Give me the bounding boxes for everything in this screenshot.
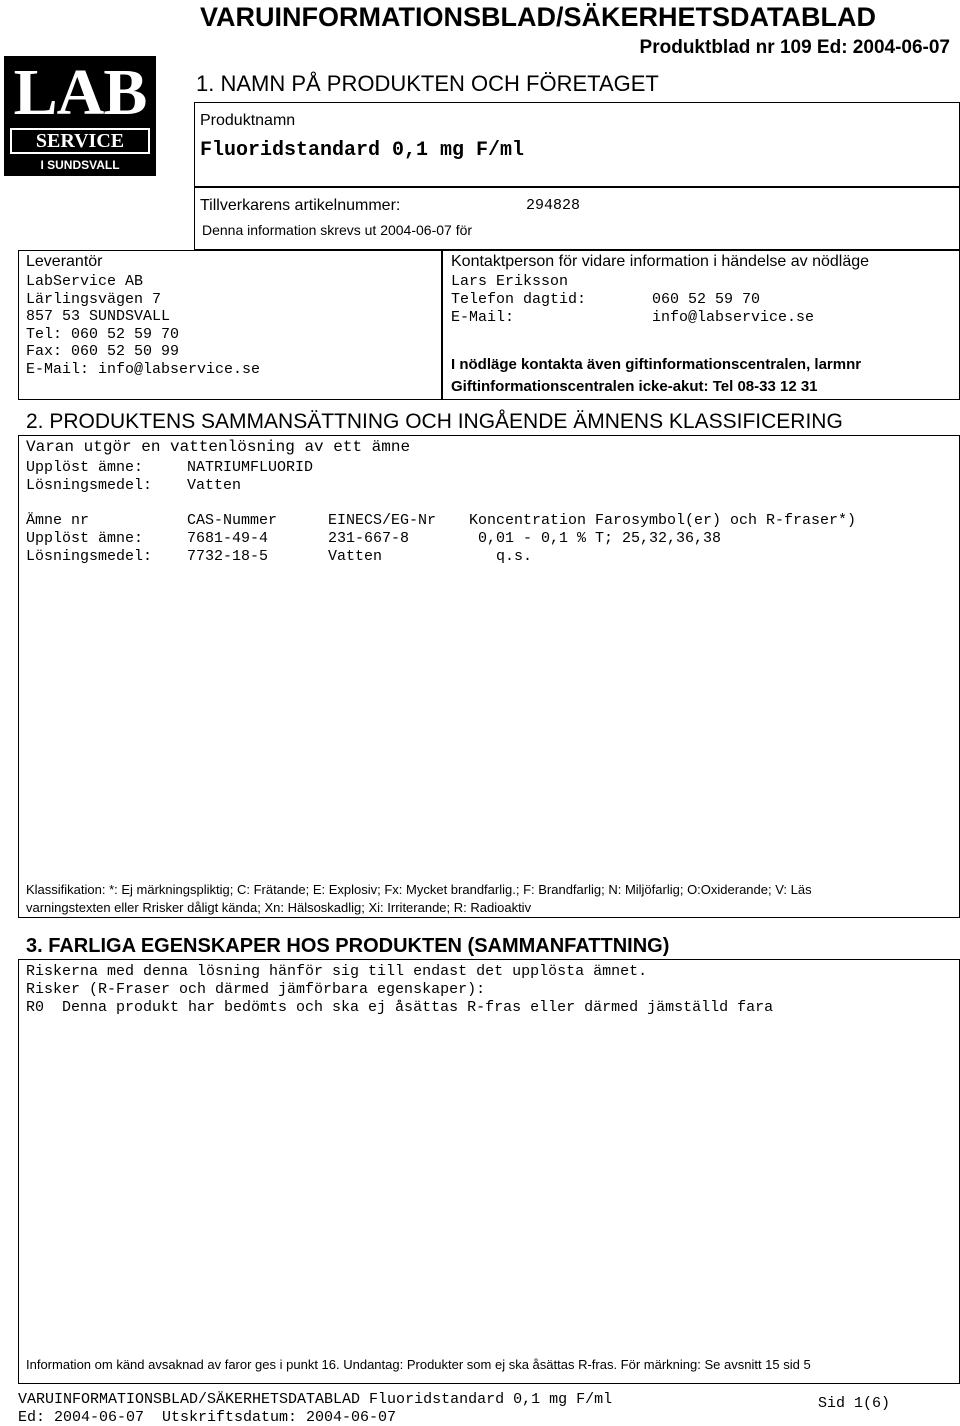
- table-cell: 7732-18-5: [187, 548, 269, 565]
- dissolved-substance-value: NATRIUMFLUORID: [187, 459, 314, 476]
- table-header-cell: EINECS/EG-Nr: [328, 512, 437, 529]
- classification-legend-line2: varningstexten eller Rrisker dåligt kända; Xn: Hälsoskadlig; Xi: Irriterande; R: Radioaktiv: [26, 900, 532, 915]
- footer-dates: Ed: 2004-06-07 Utskriftsdatum: 2004-06-07: [18, 1409, 397, 1426]
- hazards-line: Risker (R-Fraser och därmed jämförbara egenskaper):: [26, 981, 486, 998]
- table-cell: 0,01 - 0,1 % T; 25,32,36,38: [469, 530, 722, 547]
- hazards-line: R0 Denna produkt har bedömts och ska ej åsättas R-fras eller därmed jämställd fara: [26, 999, 774, 1016]
- composition-intro: Varan utgör en vattenlösning av ett ämne: [26, 438, 411, 456]
- product-name: Fluoridstandard 0,1 mg F/ml: [200, 139, 525, 162]
- solvent-label: Lösningsmedel:: [26, 477, 153, 494]
- supplier-line: LabService AB: [26, 273, 144, 290]
- contact-phone-value: 060 52 59 70: [652, 291, 761, 308]
- written-note: Denna information skrevs ut 2004-06-07 för: [202, 222, 473, 238]
- poison-center-line: Giftinformationscentralen icke-akut: Tel 08-33 12 31: [451, 378, 818, 395]
- section1-heading: 1. NAMN PÅ PRODUKTEN OCH FÖRETAGET: [196, 71, 659, 96]
- supplier-line: Tel: 060 52 59 70: [26, 325, 180, 343]
- logo-service-text: SERVICE: [10, 128, 150, 154]
- document-title: VARUINFORMATIONSBLAD/SÄKERHETSDATABLAD: [200, 2, 876, 32]
- emergency-line: I nödläge kontakta även giftinformationscentralen, larmnr: [451, 356, 862, 373]
- contact-email-value: info@labservice.se: [652, 309, 815, 326]
- table-cell: Vatten: [328, 548, 383, 565]
- table-cell: q.s.: [469, 548, 533, 565]
- solvent-value: Vatten: [187, 477, 242, 494]
- composition-box: [18, 435, 960, 918]
- article-number: 294828: [526, 197, 581, 214]
- contact-email-label: E-Mail:: [451, 309, 515, 326]
- section3-heading: 3. FARLIGA EGENSKAPER HOS PRODUKTEN (SAMMANFATTNING): [26, 935, 670, 957]
- table-cell: Upplöst ämne:: [26, 530, 144, 547]
- hazards-line: Riskerna med denna lösning hänför sig till endast det upplösta ämnet.: [26, 963, 648, 980]
- table-header-cell: Ämne nr: [26, 512, 90, 529]
- supplier-line: Lärlingsvägen 7: [26, 290, 162, 308]
- logo-lab-text: LAB: [13, 56, 147, 129]
- sheet-info: Produktblad nr 109 Ed: 2004-06-07: [639, 37, 950, 58]
- article-number-label: Tillverkarens artikelnummer:: [200, 197, 401, 214]
- supplier-address: [26, 273, 260, 378]
- product-name-label: Produktnamn: [200, 112, 296, 129]
- classification-legend-line1: Klassifikation: *: Ej märkningspliktig; C: Frätande; E: Explosiv; Fx: Mycket brandfarlig.; F: Brandfarlig; N: Miljöfarlig; O:Oxiderande; V: Läs: [26, 882, 812, 897]
- dissolved-substance-label: Upplöst ämne:: [26, 459, 144, 476]
- supplier-heading: Leverantör: [26, 253, 103, 270]
- table-header-cell: CAS-Nummer: [187, 512, 278, 529]
- contact-heading: Kontaktperson för vidare information i händelse av nödläge: [451, 253, 870, 270]
- supplier-contact-divider: [441, 250, 443, 400]
- hazards-info-note: Information om känd avsaknad av faror ges i punkt 16. Undantag: Produkter som ej ska åsättas R-fras. För märkning: Se avsnitt 15 sid 5: [26, 1357, 811, 1372]
- table-cell: 231-667-8: [328, 530, 410, 547]
- page-number: Sid 1(6): [818, 1395, 891, 1412]
- hazards-box: [18, 959, 960, 1384]
- table-cell: Lösningsmedel:: [26, 548, 153, 565]
- product-box-divider: [194, 186, 960, 188]
- supplier-line: Fax: 060 52 50 99: [26, 343, 180, 360]
- logo-city-text: I SUNDSVALL: [40, 158, 120, 172]
- supplier-line: E-Mail: info@labservice.se: [26, 360, 261, 378]
- footer-title: VARUINFORMATIONSBLAD/SÄKERHETSDATABLAD Fluoridstandard 0,1 mg F/ml: [18, 1391, 613, 1408]
- contact-name: Lars Eriksson: [451, 273, 569, 290]
- table-header-cell: Koncentration Farosymbol(er) och R-fraser*): [469, 512, 857, 529]
- table-cell: 7681-49-4: [187, 530, 269, 547]
- section2-heading: 2. PRODUKTENS SAMMANSÄTTNING OCH INGÅENDE ÄMNENS KLASSIFICERING: [26, 410, 843, 433]
- supplier-line: 857 53 SUNDSVALL: [26, 308, 171, 325]
- contact-phone-label: Telefon dagtid:: [451, 291, 587, 308]
- labservice-logo: [4, 56, 156, 176]
